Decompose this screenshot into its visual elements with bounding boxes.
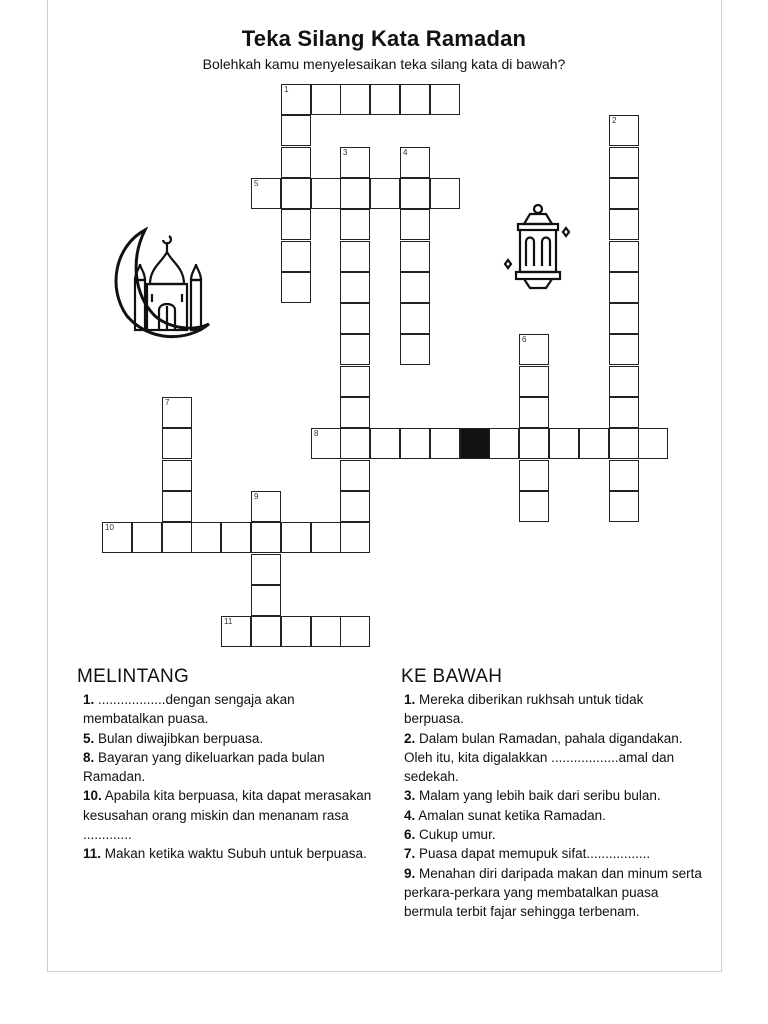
grid-cell[interactable] bbox=[311, 428, 341, 459]
clue-text: Cukup umur. bbox=[419, 827, 496, 843]
grid-cell[interactable] bbox=[191, 522, 221, 553]
grid-cell[interactable] bbox=[132, 522, 162, 553]
down-clue bbox=[404, 729, 704, 787]
clue-number: 9. bbox=[404, 865, 416, 881]
grid-cell[interactable] bbox=[102, 522, 132, 553]
clue-number: 1. bbox=[83, 692, 95, 707]
grid-cell[interactable] bbox=[519, 334, 549, 365]
grid-cell[interactable] bbox=[281, 178, 311, 209]
down-clue bbox=[404, 844, 704, 863]
clue-text: Menahan diri daripada makan dan minum serta perkara-perkara yang membatalkan puasa bermula terbit fajar sehingga terbenam. bbox=[404, 865, 702, 920]
clue-number-label: 8 bbox=[314, 429, 319, 438]
clue-number: 1. bbox=[404, 692, 416, 707]
grid-cell[interactable] bbox=[609, 209, 639, 240]
grid-cell[interactable] bbox=[400, 84, 430, 115]
grid-cell[interactable] bbox=[340, 397, 370, 428]
grid-cell[interactable] bbox=[162, 428, 192, 459]
grid-cell[interactable] bbox=[519, 491, 549, 522]
grid-cell[interactable] bbox=[400, 147, 430, 178]
grid-cell[interactable] bbox=[400, 272, 430, 303]
grid-cell[interactable] bbox=[221, 522, 251, 553]
grid-cell[interactable] bbox=[311, 84, 341, 115]
clue-number-label: 3 bbox=[343, 148, 348, 157]
down-clue bbox=[404, 786, 704, 805]
grid-cell[interactable] bbox=[340, 241, 370, 272]
grid-cell[interactable] bbox=[281, 209, 311, 240]
across-heading: MELINTANG bbox=[77, 666, 190, 687]
grid-cell[interactable] bbox=[609, 178, 639, 209]
grid-cell[interactable] bbox=[340, 334, 370, 365]
clue-text: Puasa dapat memupuk sifat................. bbox=[419, 846, 651, 862]
across-clue bbox=[83, 748, 375, 787]
grid-cell[interactable] bbox=[251, 554, 281, 585]
clue-number-label: 4 bbox=[403, 148, 408, 157]
grid-cell[interactable] bbox=[281, 616, 311, 647]
grid-cell[interactable] bbox=[489, 428, 519, 459]
grid-cell[interactable] bbox=[609, 147, 639, 178]
grid-cell[interactable] bbox=[340, 460, 370, 491]
grid-cell[interactable] bbox=[609, 272, 639, 303]
grid-cell[interactable] bbox=[162, 397, 192, 428]
down-clue bbox=[404, 690, 704, 729]
grid-cell[interactable] bbox=[251, 491, 281, 522]
grid-cell[interactable] bbox=[162, 460, 192, 491]
clue-text: Makan ketika waktu Subuh untuk berpuasa. bbox=[104, 846, 367, 862]
clue-number: 5. bbox=[83, 730, 95, 746]
grid-cell[interactable] bbox=[519, 366, 549, 397]
grid-cell[interactable] bbox=[609, 397, 639, 428]
grid-cell[interactable] bbox=[340, 366, 370, 397]
clue-number: 4. bbox=[404, 807, 416, 823]
grid-cell[interactable] bbox=[430, 84, 460, 115]
grid-cell[interactable] bbox=[281, 241, 311, 272]
clue-number: 7. bbox=[404, 846, 416, 862]
grid-cell[interactable] bbox=[340, 428, 370, 459]
grid-cell[interactable] bbox=[340, 303, 370, 334]
grid-cell[interactable] bbox=[251, 585, 281, 616]
page-title: Teka Silang Kata Ramadan bbox=[241, 26, 527, 51]
clue-number-label: 7 bbox=[165, 398, 170, 407]
across-clue bbox=[83, 690, 375, 729]
grid-cell[interactable] bbox=[549, 428, 579, 459]
clue-number: 10. bbox=[83, 788, 102, 804]
across-clue bbox=[83, 844, 375, 863]
crescent-mosque-icon bbox=[105, 218, 235, 346]
across-clue-list bbox=[83, 690, 375, 864]
grid-cell[interactable] bbox=[251, 522, 281, 553]
clue-text: Bayaran yang dikeluarkan pada bulan Ramadan. bbox=[83, 749, 325, 785]
clue-number: 3. bbox=[404, 788, 416, 804]
clue-text: Amalan sunat ketika Ramadan. bbox=[418, 807, 606, 823]
grid-cell[interactable] bbox=[609, 241, 639, 272]
grid-cell[interactable] bbox=[430, 178, 460, 209]
grid-cell[interactable] bbox=[400, 241, 430, 272]
grid-cell[interactable] bbox=[281, 115, 311, 146]
grid-cell[interactable] bbox=[251, 178, 281, 209]
grid-cell[interactable] bbox=[519, 460, 549, 491]
grid-cell[interactable] bbox=[281, 272, 311, 303]
grid-cell[interactable] bbox=[370, 84, 400, 115]
clue-text: ..................dengan sengaja akan membatalkan puasa. bbox=[83, 692, 295, 727]
grid-block-cell bbox=[460, 428, 490, 459]
grid-cell[interactable] bbox=[251, 616, 281, 647]
grid-cell[interactable] bbox=[519, 428, 549, 459]
clue-number-label: 5 bbox=[254, 179, 259, 188]
grid-cell[interactable] bbox=[340, 491, 370, 522]
grid-cell[interactable] bbox=[340, 272, 370, 303]
grid-cell[interactable] bbox=[370, 428, 400, 459]
clue-text: Dalam bulan Ramadan, pahala digandakan. Oleh itu, kita digalakkan ..................amal dan sedekah. bbox=[404, 730, 683, 785]
grid-cell[interactable] bbox=[609, 334, 639, 365]
grid-cell[interactable] bbox=[519, 397, 549, 428]
clue-number-label: 11 bbox=[224, 617, 233, 626]
grid-cell[interactable] bbox=[609, 491, 639, 522]
grid-cell[interactable] bbox=[162, 522, 192, 553]
clue-text: Malam yang lebih baik dari seribu bulan. bbox=[419, 788, 661, 804]
clue-number: 8. bbox=[83, 749, 95, 765]
grid-cell[interactable] bbox=[340, 616, 370, 647]
grid-cell[interactable] bbox=[579, 428, 609, 459]
down-clue-list bbox=[404, 690, 704, 922]
grid-cell[interactable] bbox=[609, 366, 639, 397]
clue-number: 2. bbox=[404, 730, 416, 746]
grid-cell[interactable] bbox=[281, 84, 311, 115]
across-clue bbox=[83, 786, 375, 844]
down-heading: KE BAWAH bbox=[401, 666, 503, 687]
clue-number-label: 2 bbox=[612, 116, 617, 125]
grid-cell[interactable] bbox=[340, 209, 370, 240]
grid-cell[interactable] bbox=[400, 178, 430, 209]
down-clue bbox=[404, 864, 704, 922]
grid-cell[interactable] bbox=[221, 616, 251, 647]
clue-text: Mereka diberikan rukhsah untuk tidak berpuasa. bbox=[404, 692, 644, 727]
grid-cell[interactable] bbox=[609, 115, 639, 146]
grid-cell[interactable] bbox=[311, 616, 341, 647]
down-clue bbox=[404, 825, 704, 844]
grid-cell[interactable] bbox=[638, 428, 668, 459]
page-subtitle: Bolehkah kamu menyelesaikan teka silang kata di bawah? bbox=[202, 56, 566, 72]
clue-number-label: 1 bbox=[284, 85, 289, 94]
clue-text: Bulan diwajibkan berpuasa. bbox=[98, 730, 264, 746]
grid-cell[interactable] bbox=[340, 522, 370, 553]
grid-cell[interactable] bbox=[400, 334, 430, 365]
grid-cell[interactable] bbox=[340, 84, 370, 115]
grid-cell[interactable] bbox=[311, 178, 341, 209]
clue-number-label: 10 bbox=[105, 523, 114, 532]
grid-cell[interactable] bbox=[609, 460, 639, 491]
grid-cell[interactable] bbox=[609, 303, 639, 334]
grid-cell[interactable] bbox=[311, 522, 341, 553]
grid-cell[interactable] bbox=[609, 428, 639, 459]
grid-cell[interactable] bbox=[400, 303, 430, 334]
across-clue bbox=[83, 729, 375, 748]
clue-number-label: 6 bbox=[522, 335, 527, 344]
down-clue bbox=[404, 806, 704, 825]
clue-number: 6. bbox=[404, 827, 416, 843]
grid-cell[interactable] bbox=[281, 147, 311, 178]
grid-cell[interactable] bbox=[340, 147, 370, 178]
grid-cell[interactable] bbox=[400, 428, 430, 459]
clue-text: Apabila kita berpuasa, kita dapat merasakan kesusahan orang miskin dan menanam rasa ............. bbox=[83, 788, 372, 843]
clue-number-label: 9 bbox=[254, 492, 259, 501]
grid-cell[interactable] bbox=[281, 522, 311, 553]
grid-cell[interactable] bbox=[430, 428, 460, 459]
grid-cell[interactable] bbox=[370, 178, 400, 209]
clue-number: 11. bbox=[83, 846, 102, 862]
lantern-icon bbox=[500, 200, 580, 296]
grid-cell[interactable] bbox=[162, 491, 192, 522]
grid-cell[interactable] bbox=[340, 178, 370, 209]
grid-cell[interactable] bbox=[400, 209, 430, 240]
